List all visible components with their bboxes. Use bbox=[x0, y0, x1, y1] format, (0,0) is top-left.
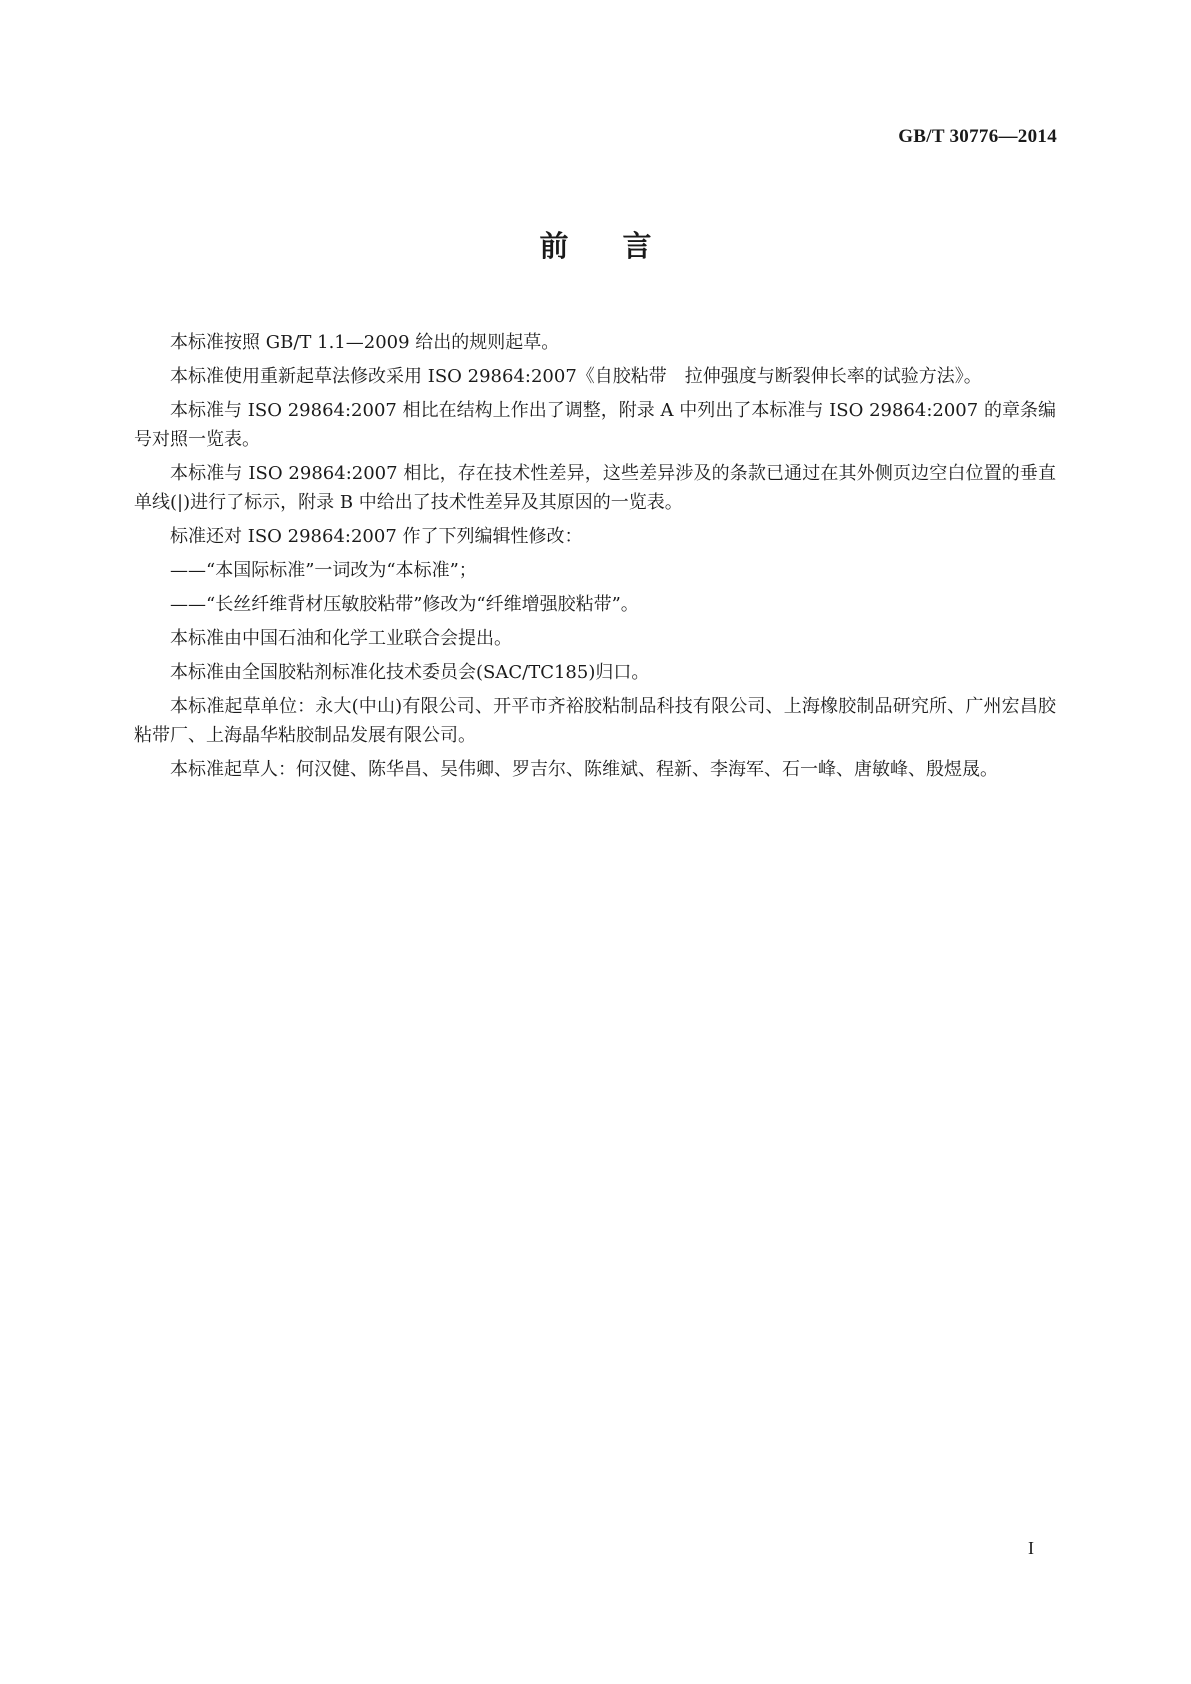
page-number: I bbox=[1028, 1538, 1034, 1558]
paragraph-structure-changes: 本标准与 ISO 29864:2007 相比在结构上作出了调整，附录 A 中列出了本标准与 ISO 29864:2007 的章条编号对照一览表。 bbox=[134, 400, 1056, 450]
paragraph-drafting-rules: 本标准按照 GB/T 1.1—2009 给出的规则起草。 bbox=[170, 332, 560, 353]
paragraph-technical-differences: 本标准与 ISO 29864:2007 相比，存在技术性差异，这些差异涉及的条款已通过在其外侧页边空白位置的垂直单线(|)进行了标示，附录 B 中给出了技术性差异及其原因的一览表。 bbox=[134, 463, 1056, 513]
paragraph-drafting-units: 本标准起草单位：永大(中山)有限公司、开平市齐裕胶粘制品科技有限公司、上海橡胶制品研究所、广州宏昌胶粘带厂、上海晶华粘胶制品发展有限公司。 bbox=[134, 696, 1056, 746]
paragraph-centralized-by: 本标准由全国胶粘剂标准化技术委员会(SAC/TC185)归口。 bbox=[170, 662, 650, 683]
paragraph-drafters: 本标准起草人：何汉健、陈华昌、吴伟卿、罗吉尔、陈维斌、程新、李海军、石一峰、唐敏峰、殷煜晟。 bbox=[170, 759, 998, 780]
paragraph-adoption-method: 本标准使用重新起草法修改采用 ISO 29864:2007《自胶粘带 拉伸强度与断裂伸长率的试验方法》。 bbox=[170, 366, 982, 387]
paragraph-proposed-by: 本标准由中国石油和化学工业联合会提出。 bbox=[170, 628, 512, 649]
paragraph-editorial-item-1: ——“本国际标准”一词改为“本标准”； bbox=[170, 560, 477, 581]
page-title: 前言 bbox=[539, 229, 706, 263]
paragraph-editorial-intro: 标准还对 ISO 29864:2007 作了下列编辑性修改： bbox=[170, 526, 583, 547]
foreword-body bbox=[134, 328, 1056, 789]
paragraph-editorial-item-2: ——“长丝纤维背材压敏胶粘带”修改为“纤维增强胶粘带”。 bbox=[170, 594, 639, 615]
standard-number: GB/T 30776—2014 bbox=[898, 126, 1057, 147]
